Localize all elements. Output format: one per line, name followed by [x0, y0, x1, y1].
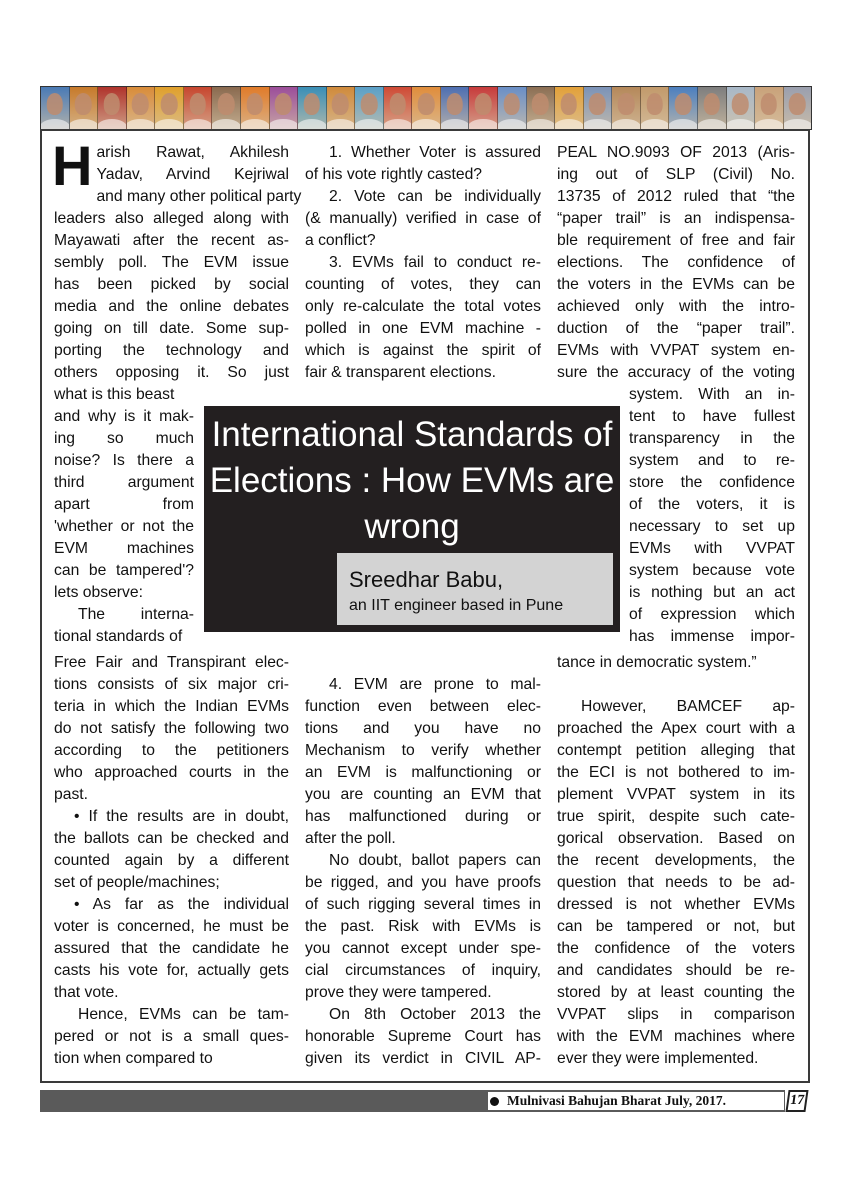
portrait-icon [527, 87, 556, 129]
text-line: achieved only with the intro- [557, 298, 795, 315]
text-line: store the confidence [629, 474, 795, 491]
text-line: EVM machines [54, 540, 194, 557]
text-line: has been picked by social [54, 276, 289, 293]
bullet-icon [490, 1097, 499, 1106]
text-line: and many other political party [96, 188, 302, 205]
text-line: has malfunctioned during or [305, 808, 541, 825]
text-line: others opposing it. So just [54, 364, 289, 381]
portrait-shoulders [641, 119, 670, 129]
portrait-shoulders [412, 119, 441, 129]
text-line: can be tampered or not, but [557, 918, 795, 935]
portrait-face [446, 93, 463, 115]
footer-publication [488, 1092, 784, 1110]
text-line: voter is concerned, he must be [54, 918, 289, 935]
text-line: • If the results are in doubt, [74, 808, 289, 825]
portrait-icon [641, 87, 670, 129]
portrait-shoulders [98, 119, 127, 129]
text-line: 13735 of 2012 ruled that “the [557, 188, 795, 205]
column-2-lower [305, 674, 541, 1070]
text-line: proached the Apex court with a [557, 720, 795, 737]
portrait-shoulders [127, 119, 156, 129]
text-line: 4. EVM are prone to mal- [329, 676, 541, 693]
text-line: media and the online debates [54, 298, 289, 315]
portrait-shoulders [584, 119, 613, 129]
portrait-icon [584, 87, 613, 129]
portrait-icon [184, 87, 213, 129]
text-line: cial circumstances of inquiry, [305, 962, 541, 979]
text-line: Mayawati after the recent as- [54, 232, 289, 249]
portrait-face [104, 93, 121, 115]
portrait-shoulders [384, 119, 413, 129]
text-line: system because vote [629, 562, 795, 579]
portrait-icon [755, 87, 784, 129]
text-line: On 8th October 2013 the [329, 1006, 541, 1023]
text-line: • As far as the individual [74, 896, 289, 913]
text-line: true spirit, despite such cate- [557, 808, 795, 825]
portrait-face [646, 93, 663, 115]
portrait-shoulders [327, 119, 356, 129]
column-2 [305, 142, 541, 384]
text-line: according to the petitioners [54, 742, 289, 759]
portrait-icon [298, 87, 327, 129]
portrait-face [732, 93, 749, 115]
portrait-face [246, 93, 263, 115]
text-line: No doubt, ballot papers can [329, 852, 541, 869]
publication-line: Mulnivasi Bahujan Bharat July, 2017. [507, 1093, 727, 1108]
portrait-face [361, 93, 378, 115]
portrait-icon [412, 87, 441, 129]
text-line: dressed is not whether EVMs [557, 896, 795, 913]
text-line: and candidates should be re- [557, 962, 795, 979]
portrait-icon [355, 87, 384, 129]
text-line: of his vote rightly casted? [305, 166, 483, 183]
text-line: necessary to set up [629, 518, 795, 535]
column-3-narrow [629, 384, 795, 648]
text-line: polled in one EVM machine - [305, 320, 541, 337]
portrait-shoulders [184, 119, 213, 129]
text-line: stored by at least counting the [557, 984, 795, 1001]
text-line: system. With an in- [629, 386, 795, 403]
portrait-icon [612, 87, 641, 129]
text-line: ble requirement of free and fair [557, 232, 795, 249]
text-line: do not satisfy the following two [54, 720, 289, 737]
text-line: Yadav, Arvind Kejriwal [96, 166, 289, 183]
portrait-icon [270, 87, 299, 129]
portrait-icon [555, 87, 584, 129]
text-line: the recent developments, the [557, 852, 795, 869]
portrait-face [47, 93, 64, 115]
text-line: transparency in the [629, 430, 795, 447]
text-line: and why is it mak- [54, 408, 194, 425]
portrait-face [618, 93, 635, 115]
portrait-shoulders [155, 119, 184, 129]
text-line: past. [54, 786, 89, 803]
text-line: of such rigging several times in [305, 896, 541, 913]
text-line: tional standards of [54, 628, 183, 645]
column-3 [557, 142, 795, 384]
portrait-shoulders [355, 119, 384, 129]
text-line: after the poll. [305, 830, 396, 847]
portrait-shoulders [298, 119, 327, 129]
text-line: going on till date. Some sup- [54, 320, 289, 337]
text-line: third argument [54, 474, 194, 491]
portrait-shoulders [70, 119, 99, 129]
portrait-icon [727, 87, 756, 129]
page-number: 17 [785, 1090, 808, 1112]
portrait-face [589, 93, 606, 115]
text-line: question that needs to be ad- [557, 874, 795, 891]
text-line: tion when compared to [54, 1050, 213, 1067]
byline-box [337, 553, 613, 625]
text-line: the confidence of the voters [557, 940, 795, 957]
text-line: Free Fair and Transpirant elec- [54, 654, 289, 671]
column-1-lower [54, 652, 289, 1070]
portrait-shoulders [498, 119, 527, 129]
text-line: assured that the candidate he [54, 940, 289, 957]
column-1-narrow [54, 384, 194, 648]
text-line: However, BAMCEF ap- [581, 698, 795, 715]
text-line: 3. EVMs fail to conduct re- [329, 254, 541, 271]
portrait-face [304, 93, 321, 115]
text-line: (& manually) verified in case of [305, 210, 541, 227]
portrait-icon [212, 87, 241, 129]
portrait-face [761, 93, 778, 115]
portrait-face [189, 93, 206, 115]
text-line: you are counting an EVM that [305, 786, 541, 803]
portrait-strip [40, 86, 812, 130]
text-line: tions consists of six major cri- [54, 676, 289, 693]
text-line: is nothing but an act [629, 584, 795, 601]
portrait-icon [384, 87, 413, 129]
text-line: tent to have fullest [629, 408, 795, 425]
text-line: EVMs with VVPAT system en- [557, 342, 795, 359]
column-3-lower [557, 696, 795, 1070]
text-line: apart from [54, 496, 194, 513]
text-line: an EVM is malfunctioning or [305, 764, 541, 781]
text-line: that vote. [54, 984, 119, 1001]
text-line: VVPAT slips in comparison [557, 1006, 795, 1023]
text-line: PEAL NO.9093 OF 2013 (Aris- [557, 144, 795, 161]
text-line: pered or not is a small ques- [54, 1028, 289, 1045]
text-line: The interna- [78, 606, 194, 623]
text-line: system and to re- [629, 452, 795, 469]
portrait-icon [498, 87, 527, 129]
text-line: the ballots can be checked and [54, 830, 289, 847]
text-line: “paper trail” is an indispensa- [557, 210, 795, 227]
text-line: 1. Whether Voter is assured [329, 144, 541, 161]
text-line: sembly poll. The EVM issue [54, 254, 289, 271]
text-line: which is against the spirit of [305, 342, 541, 359]
portrait-face [161, 93, 178, 115]
text-line: plement VVPAT system in its [557, 786, 795, 803]
portrait-shoulders [41, 119, 70, 129]
text-line: of the voters, it is [629, 496, 795, 513]
portrait-shoulders [270, 119, 299, 129]
text-line: casts his vote for, actually gets [54, 962, 289, 979]
text-line: set of people/machines; [54, 874, 220, 891]
portrait-shoulders [241, 119, 270, 129]
text-line: function even between elec- [305, 698, 541, 715]
text-line: lets observe: [54, 584, 143, 601]
portrait-icon [41, 87, 70, 129]
text-line: arish Rawat, Akhilesh [96, 144, 289, 161]
text-line: noise? Is there a [54, 452, 194, 469]
portrait-icon [669, 87, 698, 129]
portrait-icon [469, 87, 498, 129]
portrait-icon [127, 87, 156, 129]
portrait-shoulders [755, 119, 784, 129]
portrait-face [389, 93, 406, 115]
portrait-icon [70, 87, 99, 129]
portrait-shoulders [555, 119, 584, 129]
text-line: who approached courts in the [54, 764, 289, 781]
text-line: the ECI is not bothered to im- [557, 764, 795, 781]
portrait-face [275, 93, 292, 115]
text-line: with the EVM machines where [557, 1028, 795, 1045]
text-line: duction of the “paper trail”. [557, 320, 795, 337]
text-line: given its verdict in CIVIL AP- [305, 1050, 541, 1067]
text-line: fair & transparent elections. [305, 364, 496, 381]
text-line: Hence, EVMs can be tam- [78, 1006, 289, 1023]
text-line: of expression which [629, 606, 795, 623]
text-line: sure the accuracy of the voting [557, 364, 795, 381]
portrait-face [132, 93, 149, 115]
text-line: tions and you have no [305, 720, 541, 737]
column-1 [52, 134, 302, 384]
text-line: ing out of SLP (Civil) No. [557, 166, 795, 183]
portrait-icon [241, 87, 270, 129]
portrait-face [561, 93, 578, 115]
column-3-close [557, 652, 795, 674]
portrait-face [75, 93, 92, 115]
text-line: tance in democratic system.” [557, 654, 757, 671]
portrait-icon [327, 87, 356, 129]
portrait-icon [98, 87, 127, 129]
portrait-face [332, 93, 349, 115]
text-line: be rigged, and you have proofs [305, 874, 541, 891]
portrait-face [532, 93, 549, 115]
text-line: contempt petition alleging that [557, 742, 795, 759]
portrait-icon [784, 87, 812, 129]
text-line: 2. Vote can be individually [329, 188, 541, 205]
portrait-icon [155, 87, 184, 129]
portrait-face [675, 93, 692, 115]
text-line: has immense impor- [629, 628, 795, 645]
author-name: Sreedhar Babu, [349, 567, 504, 592]
text-line: EVMs with VVPAT [629, 540, 795, 557]
portrait-icon [441, 87, 470, 129]
text-line: gorical observation. Based on [557, 830, 795, 847]
portrait-face [789, 93, 806, 115]
text-line: prove they were tampered. [305, 984, 492, 1001]
portrait-shoulders [784, 119, 812, 129]
portrait-face [218, 93, 235, 115]
text-line: 'whether or not the [54, 518, 194, 535]
text-line: the voters in the EVMs can be [557, 276, 795, 293]
text-line: can be tampered'? [54, 562, 194, 579]
portrait-face [418, 93, 435, 115]
portrait-shoulders [469, 119, 498, 129]
portrait-shoulders [727, 119, 756, 129]
text-line: the past. Risk with EVMs is [305, 918, 541, 935]
portrait-shoulders [212, 119, 241, 129]
text-line: counted again by a different [54, 852, 289, 869]
text-line: counting of votes, they can [305, 276, 541, 293]
text-line: Mechanism to verify whether [305, 742, 541, 759]
portrait-shoulders [612, 119, 641, 129]
article-title: International Standards of Elections : How EVMs are wrong [209, 415, 615, 546]
portrait-icon [698, 87, 727, 129]
portrait-face [504, 93, 521, 115]
text-line: ing so much [54, 430, 194, 447]
text-line: elections. The confidence of [557, 254, 795, 271]
drop-cap: H [52, 134, 93, 197]
text-line: leaders also alleged along with [54, 210, 289, 227]
portrait-shoulders [527, 119, 556, 129]
text-line: you cannot except under spe- [305, 940, 541, 957]
text-line: ever they were implemented. [557, 1050, 759, 1067]
text-line: teria in which the Indian EVMs [54, 698, 289, 715]
text-line: a conflict? [305, 232, 376, 249]
portrait-shoulders [441, 119, 470, 129]
portrait-face [475, 93, 492, 115]
text-line: what is this beast [54, 386, 175, 403]
portrait-shoulders [669, 119, 698, 129]
text-line: honorable Supreme Court has [305, 1028, 541, 1045]
text-line: porting the technology and [54, 342, 289, 359]
portrait-shoulders [698, 119, 727, 129]
author-description: an IIT engineer based in Pune [349, 597, 564, 614]
text-line: only re-calculate the total votes [305, 298, 541, 315]
portrait-face [703, 93, 720, 115]
